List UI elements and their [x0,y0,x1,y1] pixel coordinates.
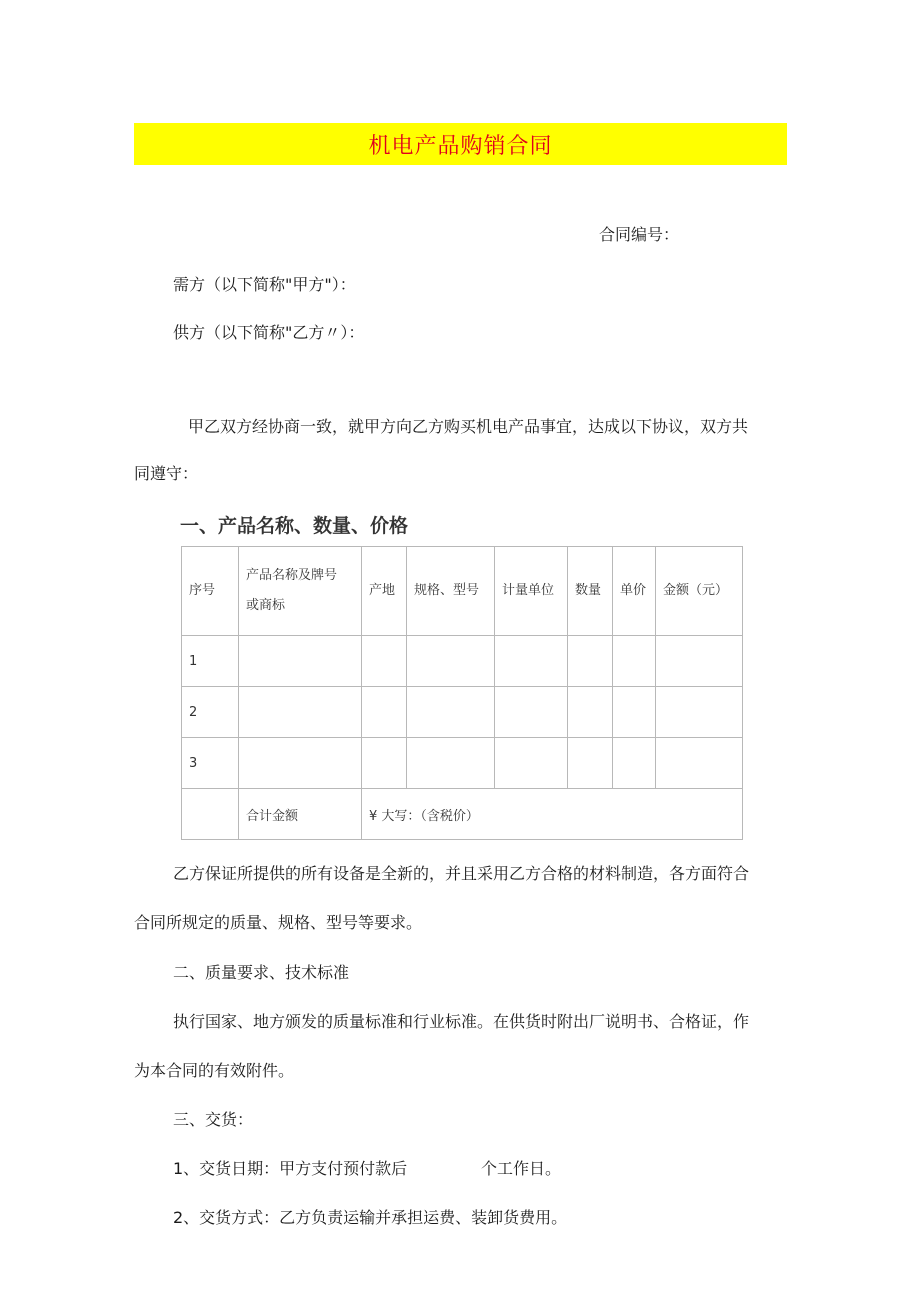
intro-line-2: 同遵守： [134,464,199,483]
title-banner [134,123,787,165]
table-cell [407,738,495,789]
table-cell [568,687,613,738]
table-cell [407,636,495,687]
section-2-heading: 二、质量要求、技术标准 [173,963,350,982]
table-cell [495,687,568,738]
table-cell [613,738,656,789]
header-quantity: 数量 [568,547,613,636]
table-cell [568,636,613,687]
table-total-row [182,789,743,840]
table-row [182,687,743,738]
header-price: 单价 [613,547,656,636]
buyer-label: 需方（以下简称"甲方"）： [173,275,356,294]
table-cell [495,636,568,687]
table-cell [239,687,362,738]
section-1-heading: 一、产品名称、数量、价格 [180,515,409,537]
table-cell [182,789,239,840]
guarantee-line-2: 合同所规定的质量、规格、型号等要求。 [134,913,423,932]
row-number: 2 [182,687,239,738]
intro-line-1: 甲乙双方经协商一致，就甲方向乙方购买机电产品事宜，达成以下协议，双方共 [188,417,749,436]
table-cell [362,687,407,738]
table-cell [239,738,362,789]
total-label: 合计金额 [239,789,362,840]
row-number: 3 [182,738,239,789]
table-cell [407,687,495,738]
table-cell [656,687,743,738]
table-cell [568,738,613,789]
quality-line-1: 执行国家、地方颁发的质量标准和行业标准。在供货时附出厂说明书、合格证，作 [173,1012,750,1031]
contract-number-label: 合同编号： [599,225,680,244]
header-product-name: 产品名称及牌号 或商标 [239,547,362,636]
table-cell [656,636,743,687]
total-value: ¥ 大写：（含税价） [362,789,743,840]
section-3-heading: 三、交货： [173,1110,254,1129]
table-cell [613,636,656,687]
header-unit: 计量单位 [495,547,568,636]
table-row [182,738,743,789]
table-cell [613,687,656,738]
table-header-row [182,547,743,636]
quality-line-2: 为本合同的有效附件。 [134,1061,295,1080]
table-cell [239,636,362,687]
product-table [181,546,743,840]
table-cell [362,636,407,687]
table-cell [495,738,568,789]
delivery-date-suffix: 个工作日。 [481,1159,562,1178]
table-cell [362,738,407,789]
table-cell [656,738,743,789]
guarantee-line-1: 乙方保证所提供的所有设备是全新的，并且采用乙方合格的材料制造，各方面符合 [173,864,750,883]
header-origin: 产地 [362,547,407,636]
header-no: 序号 [182,547,239,636]
header-amount: 金额（元） [656,547,743,636]
table-row [182,636,743,687]
seller-label: 供方（以下简称"乙方〃）： [173,323,365,342]
row-number: 1 [182,636,239,687]
document-title: 机电产品购销合同 [368,133,553,159]
header-spec: 规格、型号 [407,547,495,636]
delivery-method: 2、交货方式：乙方负责运输并承担运费、装卸货费用。 [173,1208,568,1227]
delivery-date-prefix: 1、交货日期：甲方支付预付款后 [173,1159,408,1178]
